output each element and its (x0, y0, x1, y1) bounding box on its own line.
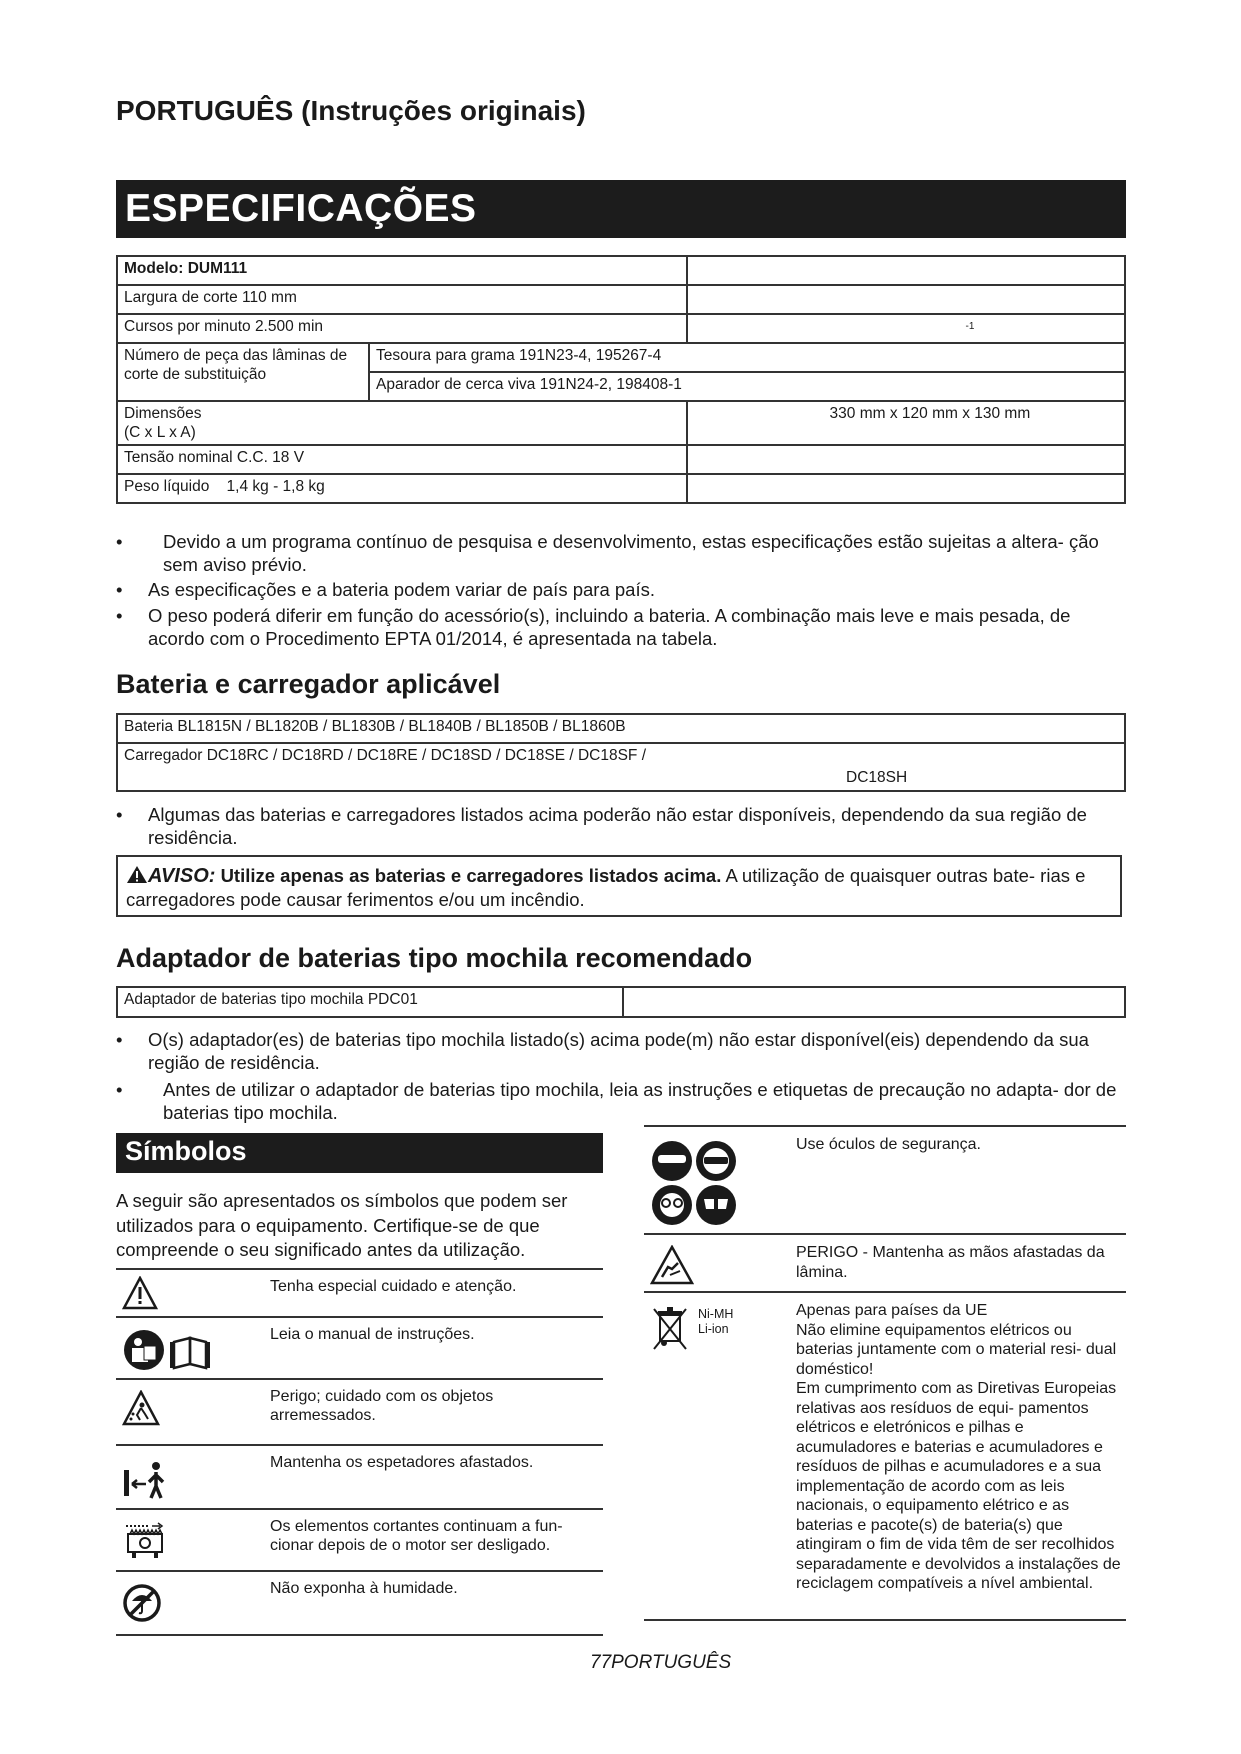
charger-row-text-2: DC18SH (846, 769, 908, 786)
charger-row-text: Carregador DC18RC / DC18RD / DC18RE / DC18SD / DC18SE / DC18SF / (124, 747, 647, 764)
thrown-objects-icon (122, 1390, 160, 1426)
symbol-row (116, 1444, 603, 1510)
adapter-row-cell: Adaptador de baterias tipo mochila PDC01 (117, 987, 623, 1017)
battery-note-text: Algumas das baterias e carregadores listados acima poderão não estar disponíveis, dependendo da sua região de residência. (148, 804, 1087, 848)
strokes-superscript: -1 (965, 321, 975, 332)
symbol-description: Use óculos de segurança. (796, 1136, 981, 1153)
battery-table (116, 713, 1126, 792)
read-manual-icon (122, 1328, 222, 1372)
warning-label: AVISO: (148, 865, 216, 887)
warning-bold-text: Utilize apenas as baterias e carregadores listados acima. (220, 865, 722, 886)
empty-cell (687, 285, 1125, 314)
symbols-banner (116, 1133, 603, 1173)
symbol-description: Apenas para países da UE Não elimine equipamentos elétricos ou baterias juntamente com o material resi- dual doméstico! Em cumprimento com as Diretivas Europeias relativas aos resíduos de equi- pamentos elétricos e eletrónicos e pilhas e acumuladores e baterias e acumuladores e resíduos de pilhas e acumuladores e a sua implementação de acordo com as leis nacionais, o equipamento elétrico e as baterias e pacote(s) de bateria(s) que atingiram o fim de vida têm de ser recolhidos separadamente e devolvidos a instalações de reciclagem compatíveis a nível ambiental. (796, 1302, 1121, 1592)
charger-row-cell (117, 743, 1125, 791)
warning-text: A utilização de quaisquer outras bate- rias e carregadores pode causar ferimentos e/ou um incêndio. (126, 865, 1086, 910)
blade-part-1-text: Tesoura para grama 191N23-4, 195267-4 (376, 347, 662, 364)
weight-value: 1,4 kg - 1,8 kg (226, 478, 325, 495)
blade-label-cell: Número de peça das lâminas de corte de substituição (117, 343, 369, 401)
symbol-row (116, 1316, 603, 1380)
empty-cell (623, 987, 1125, 1017)
warning-triangle-icon (126, 865, 148, 884)
symbol-row (116, 1268, 603, 1318)
spec-note-text: Devido a um programa contínuo de pesquisa e desenvolvimento, estas especificações estão sujeitas a altera- ção sem aviso prévio. (163, 531, 1099, 575)
warning-box (116, 855, 1122, 917)
blade-part-1-cell (369, 343, 1125, 372)
spec-note: • Devido a um programa contínuo de pesquisa e desenvolvimento, estas especificações estão sujeitas a altera- ção sem aviso prévio. (116, 531, 1099, 575)
battery-heading: Bateria e carregador aplicável (116, 669, 501, 699)
adapter-note-text: O(s) adaptador(es) de baterias tipo mochila listado(s) acima pode(m) não estar disponível(eis) dependendo da sua região de residência. (148, 1029, 1089, 1073)
hand-blade-danger-icon (650, 1245, 694, 1285)
crossed-bin-icon (650, 1305, 690, 1351)
specification-notes (116, 530, 1126, 650)
battery-note: • Algumas das baterias e carregadores listados acima poderão não estar disponíveis, dependendo da sua região de residência. (116, 804, 1087, 848)
blade-part-2-cell: Aparador de cerca viva 191N24-2, 198408-1 (369, 372, 1125, 401)
no-rain-icon (122, 1583, 162, 1623)
symbol-description: Tenha especial cuidado e atenção. (270, 1278, 517, 1295)
symbol-row (116, 1508, 603, 1572)
page-language-title: PORTUGUÊS (Instruções originais) (116, 95, 586, 126)
model-cell: Modelo: DUM111 (117, 256, 687, 285)
battery-notes (116, 803, 1126, 849)
symbol-description: Os elementos cortantes continuam a fun- cionar depois de o motor ser desligado. (270, 1518, 563, 1554)
adapter-notes (116, 1028, 1126, 1124)
weight-label: Peso líquido (124, 478, 210, 495)
symbol-row (116, 1378, 603, 1446)
battery-type-labels (698, 1307, 733, 1337)
adapter-heading: Adaptador de baterias tipo mochila recomendado (116, 943, 753, 973)
strokes-cell: Cursos por minuto 2.500 min (117, 314, 687, 343)
strokes-unit-cell (687, 314, 1125, 343)
specifications-banner (116, 180, 1126, 238)
spec-note-text: As especificações e a bateria podem variar de país para país. (148, 579, 655, 600)
voltage-cell: Tensão nominal C.C. 18 V (117, 445, 687, 474)
spec-note: • O peso poderá diferir em função do acessório(s), incluindo a bateria. A combinação mais leve e mais pesada, de acordo com o Procedimento EPTA 01/2014, é apresentada na tabela. (116, 605, 1071, 649)
symbol-description: Leia o manual de instruções. (270, 1326, 475, 1343)
symbol-row (116, 1570, 603, 1636)
adapter-note: • Antes de utilizar o adaptador de baterias tipo mochila, leia as instruções e etiquetas de precaução no adapta- dor de baterias tipo mochila. (116, 1079, 1117, 1123)
warning-triangle-icon (122, 1276, 158, 1310)
spec-note-text: O peso poderá diferir em função do acessório(s), incluindo a bateria. A combinação mais leve e mais pesada, de acordo com o Procedimento EPTA 01/2014, é apresentada na tabela. (148, 605, 1071, 649)
weight-cell (117, 474, 687, 503)
adapter-note: • O(s) adaptador(es) de baterias tipo mochila listado(s) acima pode(m) não estar disponível(eis) dependendo da sua região de residência. (116, 1029, 1089, 1073)
spec-note: • As especificações e a bateria podem variar de país para país. (116, 579, 655, 600)
battery-row-cell: Bateria BL1815N / BL1820B / BL1830B / BL1840B / BL1850B / BL1860B (117, 714, 1125, 743)
keep-bystanders-away-icon (122, 1460, 168, 1500)
battery-type-label: Ni-MH (698, 1307, 734, 1321)
adapter-note-text: Antes de utilizar o adaptador de baterias tipo mochila, leia as instruções e etiquetas de precaução no adapta- dor de baterias tipo mochila. (163, 1079, 1117, 1123)
specifications-table (116, 255, 1126, 504)
symbol-row (644, 1291, 1126, 1621)
symbol-description: Perigo; cuidado com os objetos arremessados. (270, 1388, 494, 1424)
page-footer: 77PORTUGUÊS (590, 1652, 732, 1673)
adapter-table (116, 986, 1126, 1018)
empty-cell (687, 474, 1125, 503)
symbol-row (644, 1233, 1126, 1293)
symbol-description: PERIGO - Mantenha as mãos afastadas da lâmina. (796, 1244, 1105, 1281)
symbols-intro: A seguir são apresentados os símbolos que podem ser utilizados para o equipamento. Certifique-se de que compreende o seu significado antes da utilização. (116, 1190, 568, 1260)
dimensions-value-cell: 330 mm x 120 mm x 130 mm (687, 401, 1125, 445)
blade-coasting-icon (122, 1520, 168, 1560)
symbols-heading: Símbolos (125, 1136, 247, 1166)
symbol-description: Mantenha os espetadores afastados. (270, 1454, 534, 1471)
battery-type-label: Li-ion (698, 1322, 729, 1336)
specifications-heading: ESPECIFICAÇÕES (125, 187, 477, 230)
empty-cell (687, 445, 1125, 474)
dimensions-label-cell: Dimensões (C x L x A) (117, 401, 687, 445)
cut-width-cell: Largura de corte 110 mm (117, 285, 687, 314)
safety-glasses-icon (650, 1139, 740, 1227)
symbol-row (644, 1125, 1126, 1235)
empty-cell (687, 256, 1125, 285)
symbol-description: Não exponha à humidade. (270, 1580, 458, 1597)
